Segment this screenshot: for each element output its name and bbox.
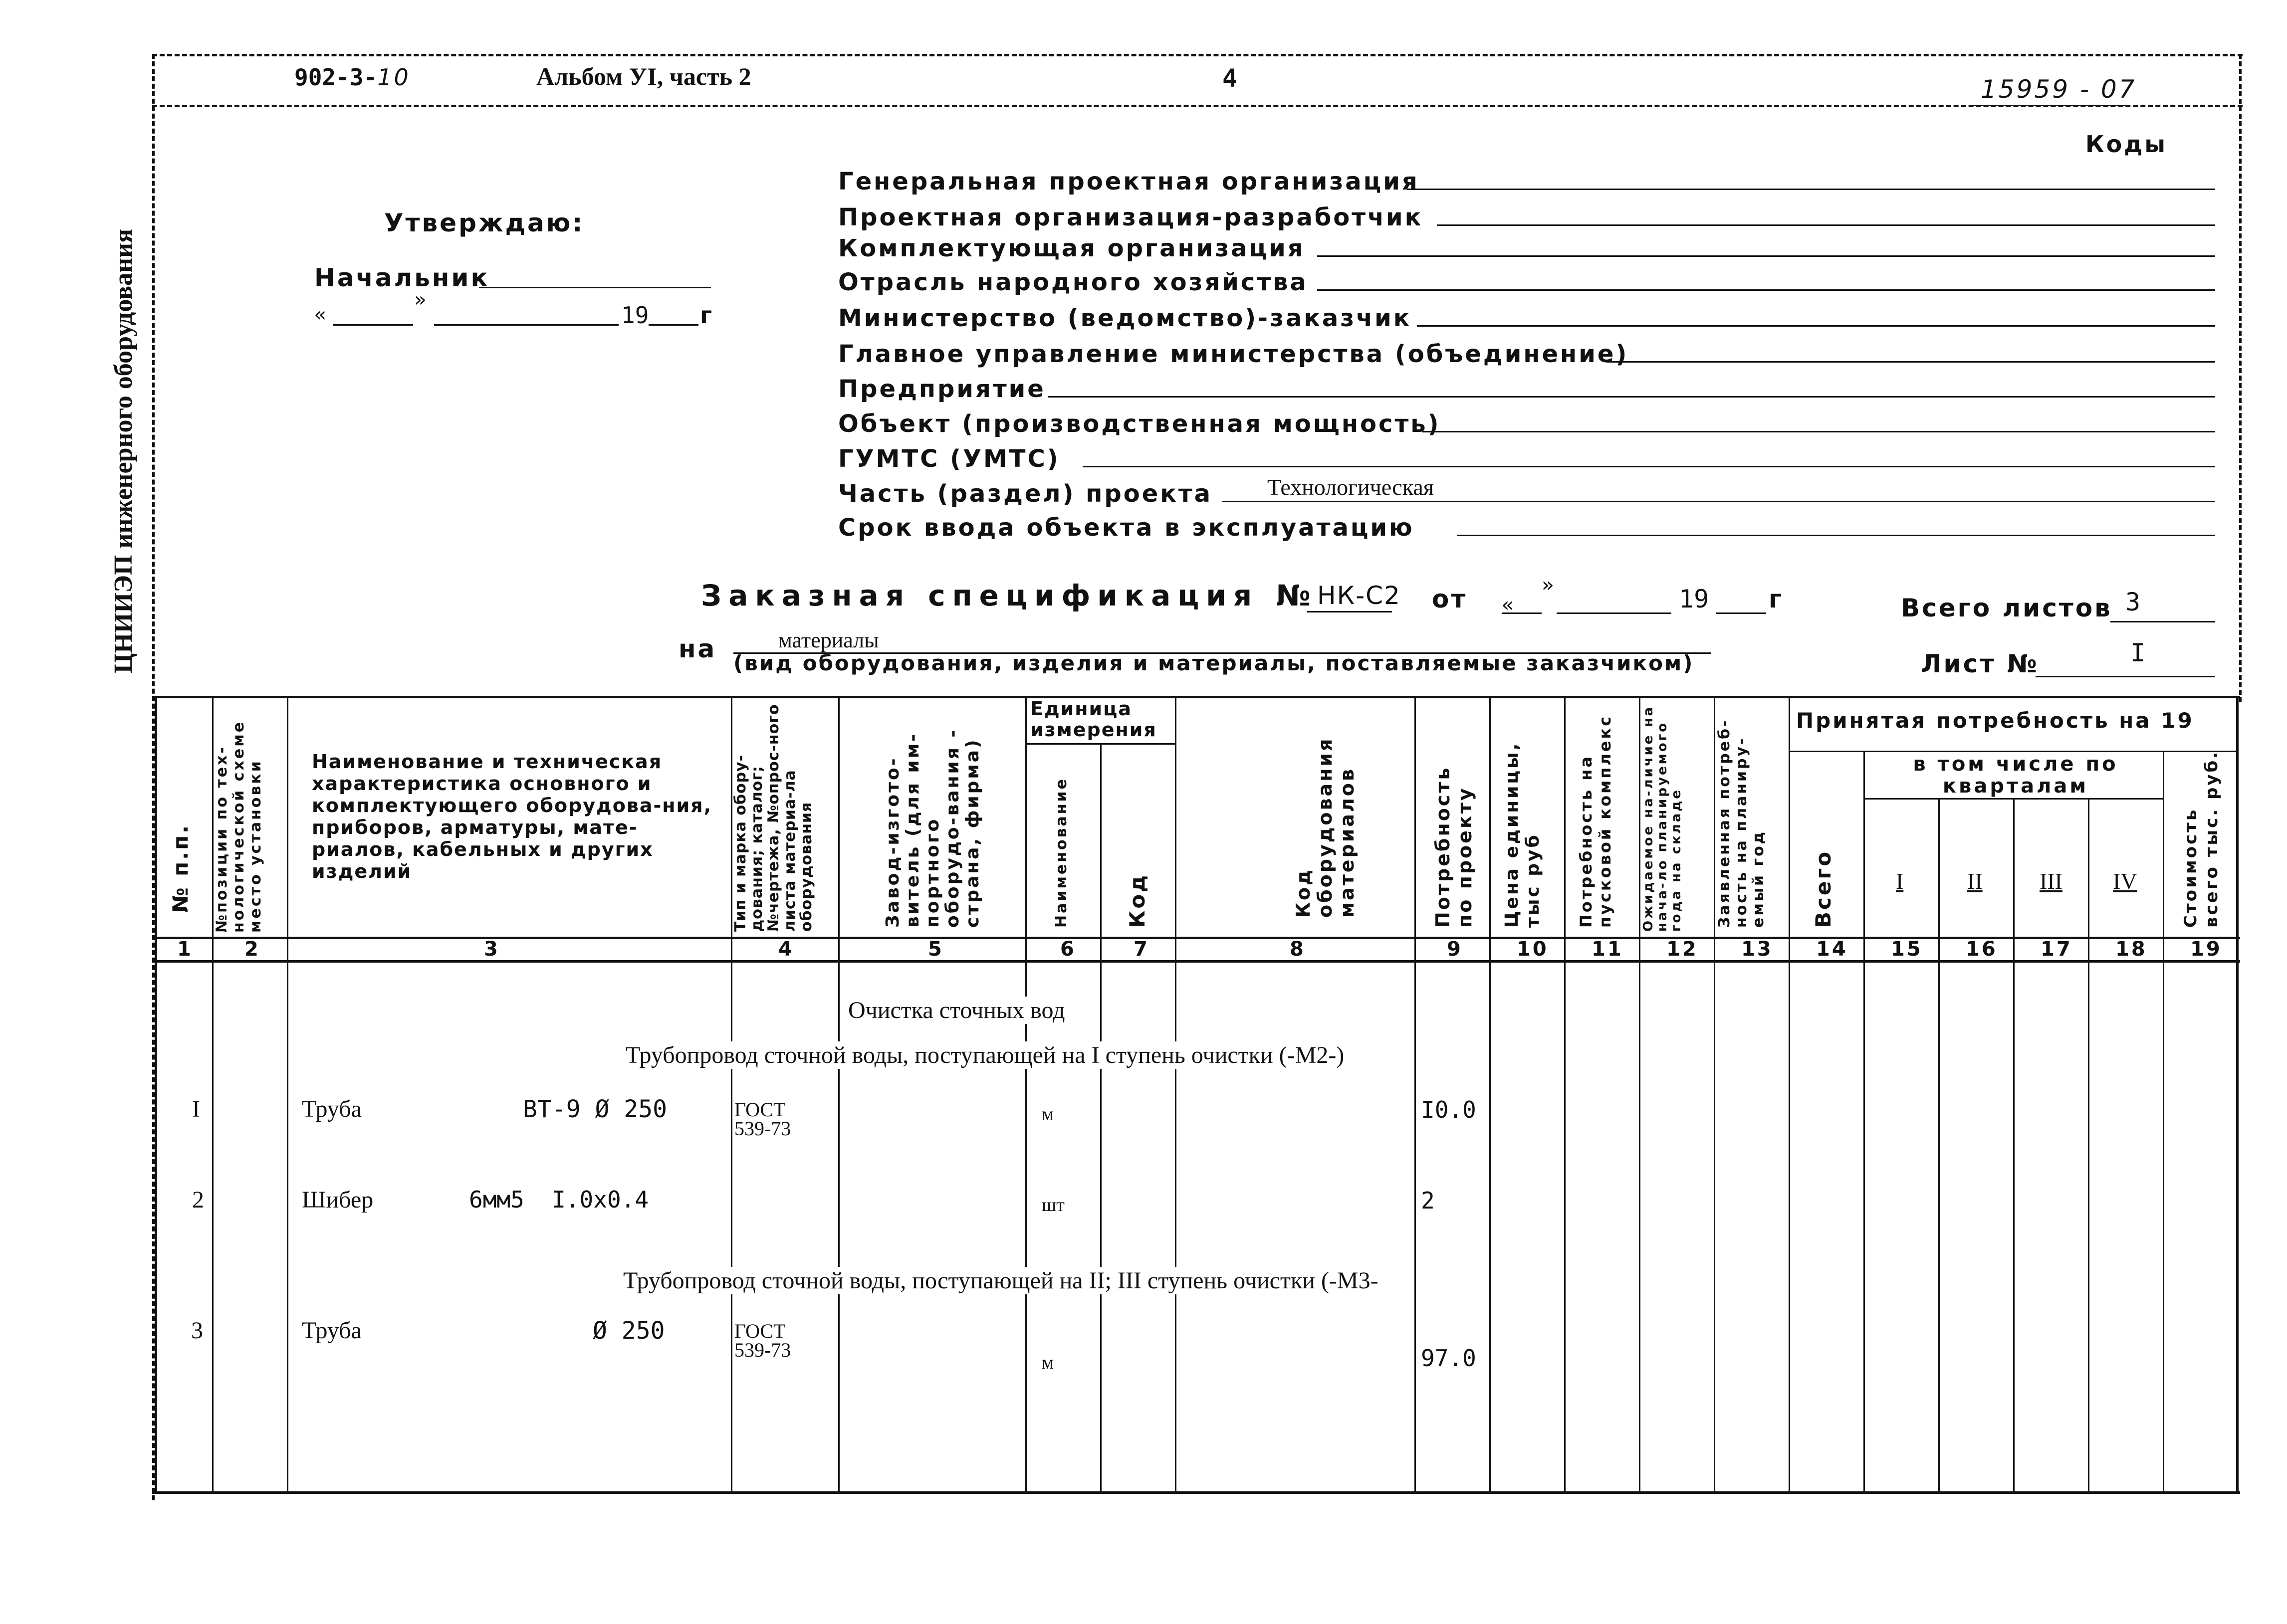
approve-year-line: [649, 324, 698, 326]
org-field-deadline-line: [1457, 535, 2215, 536]
spec-year-suffix: г: [1769, 585, 1784, 613]
colnum-10: 10: [1517, 938, 1549, 961]
hdr-c11: Потребность на пусковой комплекс: [1577, 714, 1614, 928]
org-field-developer-line: [1437, 224, 2215, 226]
hdr-c17: III: [2040, 868, 2062, 894]
row-3-spec: Ø 250: [593, 1317, 665, 1345]
col-div-6: [1100, 743, 1102, 1492]
unit-group-line: [1025, 743, 1175, 745]
spec-sheet-line: [2036, 676, 2215, 677]
colnum-4: 4: [778, 938, 794, 961]
org-field-complete-line: [1317, 255, 2215, 257]
approve-date-open: «: [314, 303, 327, 326]
hdr-c18: IV: [2113, 868, 2137, 894]
spec-year-line: [1716, 612, 1766, 614]
series-label: 902-3-10: [294, 64, 411, 91]
row-3-name: Труба: [302, 1317, 362, 1344]
spec-sheets-value: 3: [2125, 588, 2141, 616]
hdr-c5: Завод-изгото-витель (для им-портного оборудо-вания - страна, фирма): [883, 728, 983, 928]
frame-header-divider: [152, 105, 2243, 107]
codes-label: Коды: [2085, 131, 2167, 158]
table-top-border: [152, 696, 2240, 698]
row-1-num: I: [192, 1096, 200, 1122]
quarter-group-line: [1863, 798, 2163, 800]
org-field-ministry: Министерство (ведомство)-заказчик: [838, 304, 1412, 332]
table-bottom-border: [152, 1491, 2240, 1494]
org-field-department: Главное управление министерства (объединение): [838, 340, 1629, 368]
frame-right: [2239, 54, 2242, 702]
colnum-16: 16: [1966, 938, 1998, 961]
org-field-enterprise: Предприятие: [838, 375, 1046, 403]
hdr-c14: Всего: [1811, 849, 1835, 928]
hdr-c12: Ожидаемое на-личие на нача-ло планируемого года на складе: [1641, 705, 1684, 932]
col-div-17: [2088, 798, 2089, 1492]
colnum-18: 18: [2115, 938, 2147, 961]
colnum-2: 2: [244, 938, 260, 961]
page-number: 4: [1222, 64, 1238, 93]
row-2-name: Шибер: [302, 1187, 374, 1213]
hdr-c7: Код: [1125, 873, 1149, 928]
col-div-18: [2163, 751, 2164, 1492]
row-3-unit: м: [1042, 1352, 1054, 1373]
table-left-border: [155, 696, 157, 1492]
org-field-gumts-line: [1083, 466, 2215, 467]
row-2-num: 2: [192, 1187, 204, 1213]
approve-month-line: [434, 324, 619, 326]
row-3-num: 3: [191, 1317, 203, 1344]
org-field-developer: Проектная организация-разработчик: [838, 203, 1423, 231]
hdr-quarters-group: в том числе по кварталам: [1913, 753, 2118, 798]
row-3-doc: ГОСТ 539-73: [734, 1320, 791, 1361]
org-field-gumts: ГУМТС (УМТС): [838, 445, 1060, 473]
colnum-7: 7: [1134, 938, 1149, 961]
table-colnum-top: [152, 937, 2240, 939]
hdr-c19: Стоимость всего тыс. руб.: [2181, 750, 2222, 928]
colnum-17: 17: [2041, 938, 2072, 961]
approve-chief-line: [479, 287, 711, 288]
approve-chief: Начальник: [314, 263, 490, 292]
hdr-c6: Наименование: [1053, 777, 1070, 928]
approve-year-suffix: г: [700, 302, 714, 329]
row-1-unit: м: [1042, 1104, 1054, 1125]
section-title: Очистка сточных вод: [848, 997, 1065, 1023]
hdr-c6-group: Единица измерения: [1030, 698, 1157, 741]
row-1-qty: I0.0: [1421, 1096, 1476, 1123]
col-div-11: [1639, 696, 1640, 1492]
spec-type-value: материалы: [778, 628, 879, 652]
spec-sheet-label: Лист №: [1921, 649, 2039, 678]
spec-from: от: [1432, 585, 1468, 613]
org-field-part-value: Технологическая: [1267, 474, 1434, 500]
org-field-object-line: [1422, 431, 2215, 432]
colnum-8: 8: [1290, 938, 1306, 961]
row-1-name: Труба: [302, 1096, 362, 1122]
row-1-doc: ГОСТ 539-73: [734, 1098, 791, 1140]
org-field-part: Часть (раздел) проекта: [838, 480, 1213, 508]
hdr-c9: Потребность по проекту: [1432, 766, 1476, 928]
col-div-14: [1863, 751, 1865, 1492]
hdr-c10: Цена единицы, тыс руб: [1502, 741, 1543, 928]
org-field-deadline: Срок ввода объекта в эксплуатацию: [838, 514, 1414, 542]
table-colnum-bottom: [152, 960, 2240, 963]
spec-number-line: [1307, 611, 1392, 612]
spec-type-caption: (вид оборудования, изделия и материалы, поставляемые заказчиком): [733, 651, 1694, 675]
row-2-qty: 2: [1421, 1187, 1435, 1214]
hdr-c4: Тип и марка обору-дования; каталог; №чертежа, №опрос-ного листа материа-ла оборудования: [732, 704, 815, 932]
hdr-accepted: Принятая потребность на 19: [1796, 708, 2194, 733]
col-div-8: [1414, 696, 1416, 1492]
row-2-spec: 6мм5 I.0x0.4: [469, 1186, 649, 1213]
spec-month-line: [1557, 612, 1671, 614]
accepted-group-line: [1789, 751, 2238, 752]
group-title-1: Трубопровод сточной воды, поступающей на I ступень очистки (-М2-): [624, 1041, 1346, 1069]
hdr-c3: Наименование и техническая характеристика основного и комплектующего оборудова-ния, приборов, арматуры, мате-риалов, кабельных и других изделий: [312, 751, 712, 882]
org-field-ministry-line: [1417, 325, 2215, 327]
hdr-c16: II: [1967, 868, 1983, 894]
spec-quote-open: «: [1502, 594, 1514, 616]
approve-year: 19: [621, 302, 649, 329]
colnum-13: 13: [1741, 938, 1773, 961]
frame-top: [152, 54, 2243, 56]
hdr-c8: Код оборудования материалов: [1292, 737, 1358, 918]
col-div-15: [1938, 798, 1940, 1492]
org-field-general: Генеральная проектная организация: [838, 168, 1419, 196]
col-div-10: [1564, 696, 1566, 1492]
org-field-object: Объект (производственная мощность): [838, 410, 1441, 438]
org-field-complete: Комплектующая организация: [838, 234, 1305, 262]
spec-on: на: [679, 634, 717, 663]
colnum-5: 5: [928, 938, 944, 961]
col-div-12: [1714, 696, 1715, 1492]
colnum-6: 6: [1060, 938, 1076, 961]
row-1-spec: ВТ-9 Ø 250: [523, 1095, 667, 1123]
spec-day-line: [1502, 612, 1542, 614]
colnum-9: 9: [1447, 938, 1463, 961]
approve-day-line: [333, 324, 413, 326]
spec-sheet-value: I: [2130, 638, 2146, 667]
colnum-1: 1: [177, 938, 193, 961]
colnum-14: 14: [1816, 938, 1848, 961]
col-div-5: [1025, 696, 1027, 1492]
col-div-7: [1175, 696, 1176, 1492]
col-div-9: [1489, 696, 1491, 1492]
col-div-4: [838, 696, 840, 1492]
org-field-general-line: [1407, 189, 2215, 190]
doc-number-underline: [1971, 105, 2130, 106]
approve-date-quote: »: [414, 288, 427, 311]
col-div-16: [2013, 798, 2015, 1492]
hdr-c13: Заявленная потреб-ность на планиру-емый год: [1716, 718, 1767, 928]
spec-number: НК-С2: [1317, 581, 1401, 610]
col-div-13: [1789, 696, 1790, 1492]
doc-number: 15959 - 07: [1981, 75, 2137, 104]
org-field-part-line: [1222, 501, 2215, 502]
hdr-c15: I: [1896, 868, 1904, 894]
approve-title: Утверждаю:: [384, 208, 585, 237]
colnum-11: 11: [1592, 938, 1623, 961]
colnum-3: 3: [484, 938, 500, 961]
spec-title: Заказная спецификация №: [701, 579, 1318, 612]
spec-sheets-line: [2110, 621, 2215, 622]
hdr-c2: №позиции по тех-нологической схеме место установки: [213, 720, 264, 933]
hdr-c1: № п.п.: [168, 823, 193, 913]
org-field-enterprise-line: [1048, 396, 2215, 398]
col-div-2: [287, 696, 288, 1492]
spec-quote-close: »: [1542, 574, 1554, 597]
row-2-unit: шт: [1042, 1195, 1065, 1216]
album-label: Альбом УI, часть 2: [536, 62, 751, 90]
group-title-2: Трубопровод сточной воды, поступающей на II; III ступень очистки (-М3-: [621, 1267, 1380, 1294]
org-field-branch: Отрасль народного хозяйства: [838, 268, 1308, 296]
colnum-19: 19: [2190, 938, 2222, 961]
table-right-border: [2236, 696, 2239, 1492]
org-field-branch-line: [1317, 289, 2215, 291]
row-3-qty: 97.0: [1421, 1345, 1476, 1372]
spec-sheets-label: Всего листов: [1901, 594, 2112, 622]
org-field-department-line: [1606, 361, 2215, 363]
colnum-15: 15: [1891, 938, 1923, 961]
colnum-12: 12: [1666, 938, 1698, 961]
side-label: ЦНИИЭП инженерного оборудования: [109, 228, 138, 673]
spec-year: 19: [1679, 585, 1709, 613]
